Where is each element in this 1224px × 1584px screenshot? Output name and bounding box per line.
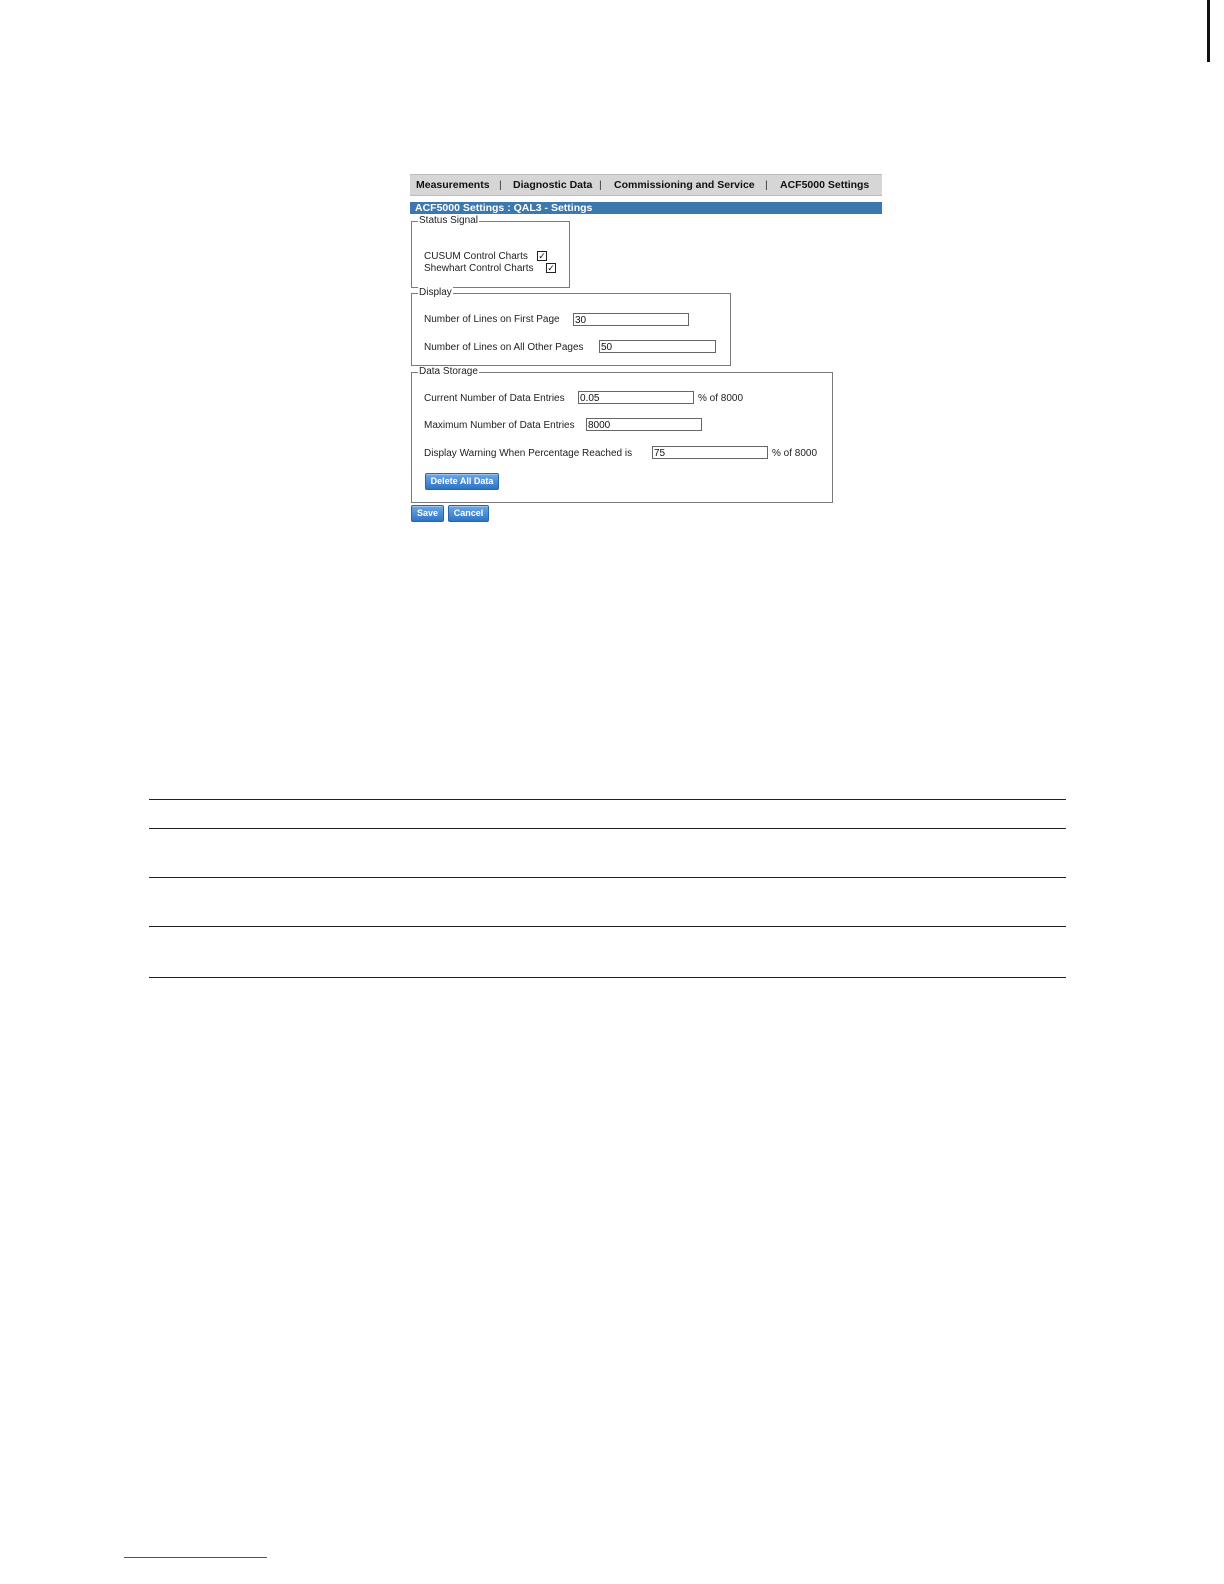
- shewhart-checkbox[interactable]: ✓: [547, 263, 555, 273]
- warning-threshold-suffix: % of 8000: [772, 448, 818, 459]
- first-page-lines-label: Number of Lines on First Page: [424, 314, 560, 325]
- other-pages-lines-label: Number of Lines on All Other Pages: [424, 342, 584, 353]
- table-rule: [149, 926, 1066, 927]
- max-entries-input[interactable]: 8000: [586, 418, 702, 431]
- other-pages-lines-input[interactable]: 50: [599, 340, 716, 353]
- footnote-rule: [124, 1557, 267, 1558]
- shewhart-label: Shewhart Control Charts: [424, 263, 534, 274]
- status-signal-legend: Status Signal: [419, 215, 478, 226]
- table-rule: [149, 877, 1066, 878]
- main-menu-bar: [410, 174, 882, 196]
- status-signal-group: [411, 215, 570, 288]
- table-rule: [149, 828, 1066, 829]
- menu-item-diagnostic-data[interactable]: Diagnostic Data: [513, 179, 593, 191]
- max-entries-label: Maximum Number of Data Entries: [424, 420, 575, 431]
- current-entries-label: Current Number of Data Entries: [424, 393, 565, 404]
- cusum-label: CUSUM Control Charts: [424, 251, 528, 262]
- cancel-button[interactable]: Cancel: [448, 505, 489, 522]
- warning-threshold-input[interactable]: 75: [652, 446, 768, 459]
- delete-all-data-button[interactable]: Delete All Data: [425, 473, 499, 490]
- menu-item-commissioning-and-service[interactable]: Commissioning and Service: [614, 179, 755, 191]
- table-rule: [149, 977, 1066, 978]
- data-storage-legend: Data Storage: [419, 366, 478, 377]
- menu-item-measurements[interactable]: Measurements: [416, 179, 490, 191]
- page-margin-rule: [1207, 0, 1210, 62]
- settings-panel: [410, 174, 884, 526]
- save-button[interactable]: Save: [411, 505, 444, 522]
- page-title: ACF5000 Settings : QAL3 - Settings: [410, 202, 882, 214]
- table-rule: [149, 799, 1066, 800]
- menu-item-acf5000-settings[interactable]: ACF5000 Settings: [780, 179, 870, 191]
- data-storage-group: [411, 366, 833, 503]
- warning-threshold-label: Display Warning When Percentage Reached is: [424, 448, 633, 459]
- display-group: [411, 287, 731, 366]
- cusum-checkbox[interactable]: ✓: [538, 251, 546, 261]
- menu-separator: |: [499, 179, 502, 191]
- display-legend: Display: [419, 287, 452, 298]
- menu-separator: |: [765, 179, 768, 191]
- current-entries-input[interactable]: 0.05: [578, 391, 694, 404]
- menu-separator: |: [599, 179, 602, 191]
- first-page-lines-input[interactable]: 30: [573, 313, 689, 326]
- current-entries-suffix: % of 8000: [698, 393, 744, 404]
